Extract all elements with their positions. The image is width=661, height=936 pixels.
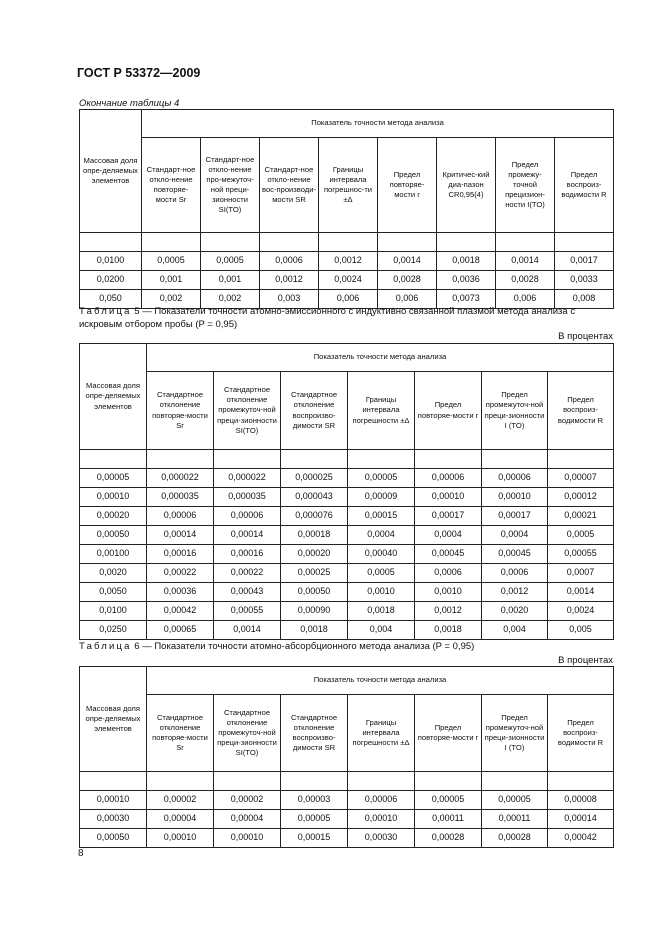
column-header: Стандартное отклонение повторяе-мости Sr — [147, 695, 214, 772]
value-cell: 0,00006 — [482, 469, 548, 488]
table-5 — [79, 343, 614, 640]
value-cell: 0,00002 — [214, 791, 281, 810]
value-cell: 0,0018 — [348, 602, 415, 621]
column-header: Стандартное отклонение промежуточ-ной преци-зионности SI(TO) — [214, 372, 281, 450]
value-cell: 0,001 — [142, 271, 201, 290]
column-header: Предел промежуточ-ной преци-зионности I (TO) — [482, 695, 548, 772]
value-cell: 0,00065 — [147, 621, 214, 640]
value-cell: 0,0014 — [548, 583, 614, 602]
table-row — [80, 829, 614, 848]
column-header: Предел повторяе-мости r — [378, 138, 437, 233]
value-cell: 0,0010 — [415, 583, 482, 602]
value-cell: 0,00018 — [281, 526, 348, 545]
value-cell: 0,00017 — [415, 507, 482, 526]
value-cell: 0,00028 — [415, 829, 482, 848]
column-header: Стандарт-ное откло-нение вос-производи-мости SR — [260, 138, 319, 233]
table-row — [80, 621, 614, 640]
value-cell: 0,00003 — [281, 791, 348, 810]
column-header: Границы интервала погрешности ±Δ — [348, 695, 415, 772]
value-cell: 0,0036 — [437, 271, 496, 290]
value-cell: 0,00020 — [281, 545, 348, 564]
value-cell: 0,001 — [201, 271, 260, 290]
column-header: Предел воспроиз-водимости R — [548, 372, 614, 450]
value-cell: 0,00040 — [348, 545, 415, 564]
value-cell: 0,0010 — [348, 583, 415, 602]
table4-caption: Окончание таблицы 4 — [79, 98, 180, 109]
value-cell: 0,00090 — [281, 602, 348, 621]
value-cell: 0,000022 — [214, 469, 281, 488]
table-row — [80, 469, 614, 488]
value-cell: 0,00004 — [214, 810, 281, 829]
table-row — [80, 545, 614, 564]
value-cell: 0,0007 — [548, 564, 614, 583]
value-cell: 0,00014 — [214, 526, 281, 545]
value-cell: 0,00017 — [482, 507, 548, 526]
value-cell: 0,00022 — [214, 564, 281, 583]
value-cell: 0,00010 — [147, 829, 214, 848]
table5-caption-label: Таблица — [79, 306, 132, 317]
value-cell: 0,000035 — [147, 488, 214, 507]
value-cell: 0,0024 — [548, 602, 614, 621]
spacer-row — [80, 772, 614, 791]
value-cell: 0,00009 — [348, 488, 415, 507]
column-header: Стандартное отклонение воспроизво-димости SR — [281, 695, 348, 772]
value-cell: 0,0012 — [482, 583, 548, 602]
table-row — [80, 810, 614, 829]
group-header: Показатель точности метода анализа — [147, 344, 614, 372]
value-cell: 0,00043 — [214, 583, 281, 602]
column-header: Стандартное отклонение промежуточ-ной преци-зионности SI(TO) — [214, 695, 281, 772]
mass-fraction-cell: 0,00050 — [80, 526, 147, 545]
value-cell: 0,006 — [319, 290, 378, 309]
group-header: Показатель точности метода анализа — [142, 110, 614, 138]
value-cell: 0,0012 — [319, 252, 378, 271]
value-cell: 0,006 — [496, 290, 555, 309]
first-column-header: Массовая доля опре-деляемых элементов — [80, 344, 147, 450]
value-cell: 0,0073 — [437, 290, 496, 309]
value-cell: 0,0014 — [378, 252, 437, 271]
value-cell: 0,0005 — [142, 252, 201, 271]
table-row — [80, 488, 614, 507]
value-cell: 0,002 — [201, 290, 260, 309]
table-row — [80, 271, 614, 290]
value-cell: 0,004 — [482, 621, 548, 640]
value-cell: 0,006 — [378, 290, 437, 309]
value-cell: 0,00005 — [482, 791, 548, 810]
value-cell: 0,0018 — [415, 621, 482, 640]
first-column-header: Массовая доля опре-деляемых элементов — [80, 667, 147, 772]
value-cell: 0,00030 — [348, 829, 415, 848]
column-header: Предел промежу-точной прецизион-ности I(TO) — [496, 138, 555, 233]
mass-fraction-cell: 0,0100 — [80, 252, 142, 271]
value-cell: 0,00050 — [281, 583, 348, 602]
first-column-header: Массовая доля опре-деляемых элементов — [80, 110, 142, 233]
table-6 — [79, 666, 614, 848]
value-cell: 0,0028 — [378, 271, 437, 290]
value-cell: 0,0018 — [281, 621, 348, 640]
column-header: Критичес-кий диа-пазон CR0,95(4) — [437, 138, 496, 233]
table-row — [80, 526, 614, 545]
page-number: 8 — [78, 848, 84, 859]
value-cell: 0,00004 — [147, 810, 214, 829]
value-cell: 0,0018 — [437, 252, 496, 271]
value-cell: 0,0024 — [319, 271, 378, 290]
value-cell: 0,00006 — [214, 507, 281, 526]
value-cell: 0,00016 — [147, 545, 214, 564]
value-cell: 0,00005 — [281, 810, 348, 829]
table6-units: В процентах — [558, 655, 613, 666]
value-cell: 0,00015 — [281, 829, 348, 848]
column-header: Предел повторяе-мости r — [415, 372, 482, 450]
mass-fraction-cell: 0,0050 — [80, 583, 147, 602]
value-cell: 0,0005 — [548, 526, 614, 545]
value-cell: 0,0014 — [496, 252, 555, 271]
value-cell: 0,00045 — [415, 545, 482, 564]
mass-fraction-cell: 0,0100 — [80, 602, 147, 621]
value-cell: 0,000035 — [214, 488, 281, 507]
mass-fraction-cell: 0,00100 — [80, 545, 147, 564]
value-cell: 0,00011 — [415, 810, 482, 829]
value-cell: 0,003 — [260, 290, 319, 309]
table5-caption — [79, 305, 613, 331]
table6-caption-text: 6 — Показатели точности атомно-абсорбционного метода анализа (P = 0,95) — [134, 641, 475, 652]
value-cell: 0,00042 — [147, 602, 214, 621]
value-cell: 0,00014 — [147, 526, 214, 545]
value-cell: 0,008 — [555, 290, 614, 309]
group-header: Показатель точности метода анализа — [147, 667, 614, 695]
value-cell: 0,004 — [348, 621, 415, 640]
mass-fraction-cell: 0,00020 — [80, 507, 147, 526]
value-cell: 0,0033 — [555, 271, 614, 290]
spacer-row — [80, 233, 614, 252]
value-cell: 0,00014 — [548, 810, 614, 829]
table-4 — [79, 109, 614, 309]
value-cell: 0,0005 — [348, 564, 415, 583]
value-cell: 0,0006 — [482, 564, 548, 583]
value-cell: 0,00025 — [281, 564, 348, 583]
value-cell: 0,00055 — [548, 545, 614, 564]
column-header: Предел воспроиз-водимости R — [555, 138, 614, 233]
value-cell: 0,0014 — [214, 621, 281, 640]
value-cell: 0,00021 — [548, 507, 614, 526]
table6-caption — [79, 641, 613, 652]
table-row — [80, 564, 614, 583]
mass-fraction-cell: 0,00010 — [80, 488, 147, 507]
value-cell: 0,00028 — [482, 829, 548, 848]
value-cell: 0,00011 — [482, 810, 548, 829]
value-cell: 0,00006 — [415, 469, 482, 488]
value-cell: 0,00010 — [482, 488, 548, 507]
table-row — [80, 602, 614, 621]
value-cell: 0,00008 — [548, 791, 614, 810]
column-header: Предел воспроиз-водимости R — [548, 695, 614, 772]
column-header: Предел повторяе-мости r — [415, 695, 482, 772]
value-cell: 0,000025 — [281, 469, 348, 488]
value-cell: 0,0004 — [415, 526, 482, 545]
mass-fraction-cell: 0,00050 — [80, 829, 147, 848]
value-cell: 0,002 — [142, 290, 201, 309]
value-cell: 0,0017 — [555, 252, 614, 271]
value-cell: 0,00005 — [415, 791, 482, 810]
value-cell: 0,005 — [548, 621, 614, 640]
column-header: Предел промежуточ-ной преци-зионности I (TO) — [482, 372, 548, 450]
value-cell: 0,00010 — [214, 829, 281, 848]
mass-fraction-cell: 0,0020 — [80, 564, 147, 583]
mass-fraction-cell: 0,050 — [80, 290, 142, 309]
table-row — [80, 583, 614, 602]
column-header: Границы интервала погрешности ±Δ — [348, 372, 415, 450]
column-header: Стандартное отклонение повторяе-мости Sr — [147, 372, 214, 450]
table5-caption-text: 5 — Показатели точности атомно-эмиссионного с индуктивно связанной плазмой метода анализа с искровым отбором пробы (P = 0,95) — [79, 306, 576, 331]
value-cell: 0,00015 — [348, 507, 415, 526]
mass-fraction-cell: 0,0200 — [80, 271, 142, 290]
value-cell: 0,00042 — [548, 829, 614, 848]
column-header: Стандартное отклонение воспроизво-димости SR — [281, 372, 348, 450]
value-cell: 0,00055 — [214, 602, 281, 621]
value-cell: 0,00006 — [348, 791, 415, 810]
value-cell: 0,00010 — [348, 810, 415, 829]
value-cell: 0,0012 — [260, 271, 319, 290]
value-cell: 0,0005 — [201, 252, 260, 271]
value-cell: 0,0004 — [348, 526, 415, 545]
value-cell: 0,00010 — [415, 488, 482, 507]
column-header: Стандарт-ное откло-нение повторяе-мости Sr — [142, 138, 201, 233]
table6-caption-label: Таблица — [79, 641, 132, 652]
value-cell: 0,0004 — [482, 526, 548, 545]
value-cell: 0,0020 — [482, 602, 548, 621]
value-cell: 0,0006 — [260, 252, 319, 271]
value-cell: 0,00005 — [348, 469, 415, 488]
value-cell: 0,00007 — [548, 469, 614, 488]
mass-fraction-cell: 0,0250 — [80, 621, 147, 640]
spacer-row — [80, 450, 614, 469]
table-row — [80, 791, 614, 810]
document-header: ГОСТ Р 53372—2009 — [77, 66, 201, 80]
column-header: Стандарт-ное откло-нение про-межуточ-ной преци-зионности SI(TO) — [201, 138, 260, 233]
value-cell: 0,00006 — [147, 507, 214, 526]
value-cell: 0,00012 — [548, 488, 614, 507]
value-cell: 0,00016 — [214, 545, 281, 564]
mass-fraction-cell: 0,00010 — [80, 791, 147, 810]
table5-units: В процентах — [558, 331, 613, 342]
value-cell: 0,00036 — [147, 583, 214, 602]
value-cell: 0,00002 — [147, 791, 214, 810]
mass-fraction-cell: 0,00005 — [80, 469, 147, 488]
value-cell: 0,0006 — [415, 564, 482, 583]
value-cell: 0,0028 — [496, 271, 555, 290]
mass-fraction-cell: 0,00030 — [80, 810, 147, 829]
value-cell: 0,000043 — [281, 488, 348, 507]
table-row — [80, 252, 614, 271]
column-header: Границы интервала погрешнос-ти ±Δ — [319, 138, 378, 233]
value-cell: 0,0012 — [415, 602, 482, 621]
table-row — [80, 507, 614, 526]
value-cell: 0,00022 — [147, 564, 214, 583]
value-cell: 0,00045 — [482, 545, 548, 564]
value-cell: 0,000022 — [147, 469, 214, 488]
value-cell: 0,000076 — [281, 507, 348, 526]
